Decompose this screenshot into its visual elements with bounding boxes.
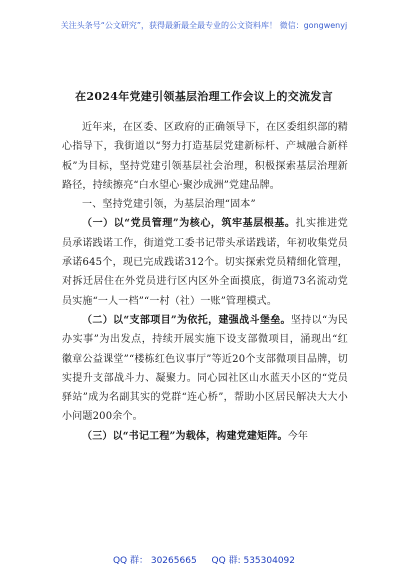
section-heading: 一、坚持党建引领，为基层治理“固本”: [82, 199, 256, 211]
footer-contact: [0, 553, 408, 566]
paragraph-secretary-project: （三）以“书记工程”为载体，构建党建矩阵。今年: [82, 430, 309, 442]
paragraph-branch-projects: （二）以“支部项目”为依托，建强战斗堡垒。坚持以“为民办实事”为出发点，持续开展实施下设支部微项目，涌现出“红徽章公益课堂”“楼栋红色议事厅”等近20个支部微项目品牌，切实提升支部战斗力、凝聚力。同心园社区山水蓝天小区的“党员驿站”成为名副其实的党群“连心桥”，帮助小区居民解决大大小小问题200余个。: [62, 314, 348, 423]
footer-qq-group-1: QQ 群： 30265665: [112, 556, 197, 566]
paragraph-party-member-management: （一）以“党员管理”为核心，筑牢基层根基。扎实推进党员承诺践诺工作，街道党工委书记带头承诺践诺，年初收集党员承诺645个，现已完成践诺312个。切实探索党员精细化管理，对拆迁居住在外党员进行区内区外全面摸底，街道73名流动党员实施“一人一档”“一村（社）一账”管理模式。: [62, 218, 348, 307]
header-note: 关注头条号“公文研究”，获得最新最全最专业的公文资料库！ 微信：gongwenyj: [60, 21, 348, 30]
footer-qq-group-2: QQ 群: 535304092: [211, 556, 296, 566]
paragraph-intro: 近年来，在区委、区政府的正确领导下，在区委组织部的精心指导下，我街道以“努力打造基层党建新标杆、产城融合新样板”为目标，坚持党建引领基层社会治理，积极探索基层治理新路径，持续擦亮“白水望心·聚沙成洲”党建品牌。: [62, 122, 348, 191]
document-title: 在2024年党建引领基层治理工作会议上的交流发言: [75, 90, 333, 103]
paragraph-lead: （一）以“党员管理”为核心，筑牢基层根基。: [82, 218, 296, 230]
paragraph-lead: （三）以“书记工程”为载体，构建党建矩阵。: [82, 430, 288, 442]
paragraph-lead: （二）以“支部项目”为依托，建强战斗堡垒。: [82, 314, 291, 326]
document-body: [62, 118, 348, 446]
